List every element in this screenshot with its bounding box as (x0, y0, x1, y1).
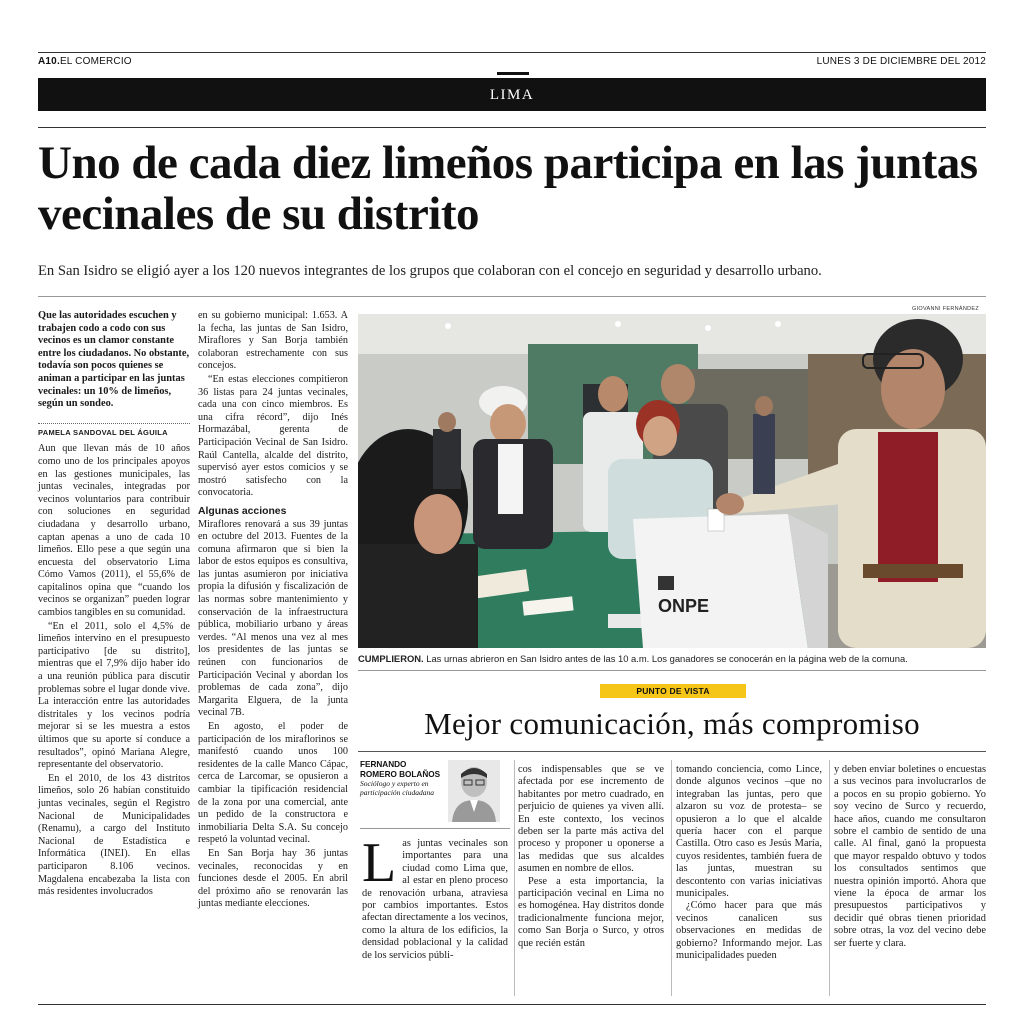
author-rule (360, 828, 510, 829)
page-folio (38, 56, 132, 67)
issue-date: LUNES 3 DE DICIEMBRE DEL 2012 (816, 56, 986, 67)
column-divider (514, 760, 515, 996)
opinion-title-rule (358, 751, 986, 752)
article-deck: En San Isidro se eligió ayer a los 120 nuevos integrantes de los grupos que colaboran con el concejo en seguridad y desarrollo urbano. (38, 263, 822, 279)
newspaper-name: EL COMERCIO (59, 56, 132, 67)
author-role: Sociólogo y experto en participación ciudadana (360, 779, 434, 797)
column-divider (829, 760, 830, 996)
opinion-title: Mejor comunicación, más compromiso (424, 706, 920, 741)
paragraph: En agosto, el poder de participación de los miraflorinos se manifestó cuando unos 100 residentes de la calle Manco Cápac, cerca de Larcomar, se opusieron a cambiar la tipificación residencial de la zona por una comercial, ante un pedido de la constructora e inmobiliaria Delta S.A. Su concejo respetó la voluntad vecinal. (198, 721, 348, 846)
paragraph: Las juntas vecinales son importantes para una ciudad como Lima que, al estar en pleno proceso de renovación urbana, atraviesa por cambios importantes. Estos afectan directamente a los vecinos, como la altura de los edificios, la densidad poblacional y la calidad de los servicios públi- (362, 832, 508, 961)
section-tab-mark (497, 72, 529, 75)
voting-scene-illustration (358, 314, 986, 648)
paragraph: y deben enviar boletines o encuestas a sus vecinos para involucrarlos de a pocos en su propio gobierno. Yo soy vecino de Surco y recuerdo, hace años, cuando me consultaron sobre el cambio de sentido de una calle. Al final, ganó la propuesta que mayor respaldo obtuvo y todos los consultados sentimos que nuestra opinión importó. Ahora que viene la época de armar los presupuestos participativos y decidir qué obras tienen prioridad sobre otras, la voz del vecino debe ser fuerte y clara. (834, 764, 986, 949)
paragraph: en su gobierno municipal: 1.653. A la fecha, las juntas de San Isidro, Miraflores y San Borja también colaboran estrechamente con sus concejos. (198, 310, 348, 372)
page-number: A10. (38, 56, 60, 67)
author-portrait (448, 760, 500, 822)
deck-rule (38, 296, 986, 297)
photo-credit: GIOVANNI FERNÁNDEZ (912, 306, 980, 312)
bottom-rule (38, 1004, 986, 1005)
paragraph: Pese a esta importancia, la participación vecinal en Lima no es homogénea. Hay distritos donde tradicionalmente funciona mejor, como San Borja o Surco, y otros que recién están (518, 875, 664, 949)
news-photo-voting (358, 314, 986, 648)
paragraph: Miraflores renovará a sus 39 juntas en octubre del 2013. Fuentes de la comuna afirmaron que si bien la labor de estos equipos es consultiva, las juntas asumieron por iniciativa propia la difusión y fiscalización de las normas sobre mantenimiento y conservación de la infraestructura pública, mobiliario urbano y áreas verdes. “Al menos una vez al mes los presidentes de las juntas se reúnen con funcionarios de Participación Vecinal y abordan los problemas de cada zona”, dijo Margarita Elguera, de la junta vecinal 7B. (198, 518, 348, 719)
article-subhead: Algunas acciones (198, 505, 287, 517)
column-divider (671, 760, 672, 996)
section-bar: LIMA (38, 78, 986, 111)
opinion-author (360, 760, 510, 797)
author-name: FERNANDO ROMERO BOLAÑOS (360, 760, 441, 779)
article-byline: PAMELA SANDOVAL DEL ÁGUILA (38, 423, 190, 440)
caption-tag: CUMPLIERON. (358, 653, 424, 664)
paragraph: En el 2010, de los 43 distritos limeños, solo 26 habían constituido juntas vecinales, según el Registro Nacional de Municipalidades (Renamu), a cargo del Instituto Nacional de Estadística e Informática (INEI). En ellas participaron 8.106 vecinos. Magdalena encabezaba la lista con más residentes involucrados (38, 772, 190, 898)
paragraph: ¿Cómo hacer para que más vecinos canalicen sus observaciones en medidas de gobierno? Informando mejor. Las municipalidades pueden (676, 900, 822, 962)
article-column-1 (38, 310, 190, 900)
opinion-column-4 (834, 764, 986, 950)
top-rule (38, 52, 986, 53)
article-lead: Que las autoridades escuchen y trabajen codo a codo con sus vecinos es un clamor constante entre los ciudadanos. No obstante, todavía son pocos quienes se animan a participar en las juntas vecinales: un 10% de limeños, según un sondeo. (38, 310, 190, 410)
drop-cap: L (362, 832, 397, 894)
article-column-2 (198, 310, 348, 912)
ballot-box-label: ONPE (658, 596, 710, 616)
paragraph: Aun que llevan más de 10 años como uno de los principales apoyos en las gestiones municipales, las juntas vecinales, integradas por vecinos voluntarios para contribuir con soluciones en seguridad ciudadana y desarrollo urbano, captan apenas a uno de cada 10 limeños. Ello pese a que según una encuesta del observatorio Lima Cómo Vamos (2011), el 55,6% de capitalinos opina que “cuando los vecinos se organizan” pueden lograr cambios tangibles en su comunidad. (38, 443, 190, 619)
photo-caption (358, 653, 986, 664)
opinion-column-2 (518, 764, 664, 950)
paragraph: tomando conciencia, como Lince, donde algunos vecinos –que no integraban las juntas, pero que alzaron su voz de protesta– se opusieron a lo que el alcalde quería hacer con el parque Castilla. Otro caso es Jesús María, cuyos residentes, también fuera de las juntas, muestran su descontento con varias iniciativas municipales. (676, 764, 822, 900)
header-rule (38, 127, 986, 128)
paragraph: cos indispensables que se ve afectada por ese incremento de habitantes por metro cuadrado, en perjuicio de quienes ya viven allí. En este contexto, los vecinos deben ser la parte más activa del proceso y proponer u oponerse a las medidas que sus alcaldes asumen en nombre de ellos. (518, 764, 664, 875)
paragraph: “En estas elecciones compitieron 36 listas para 24 juntas vecinales, cada una con cinco miembros. Es una cifra récord”, dijo Inés Hormazábal, gerenta de Participación Vecinal de San Isidro. Raúl Cantella, alcalde del distrito, supervisó ayer estos comicios y se mostró satisfecho con la convocatoria. (198, 373, 348, 499)
paragraph: En San Borja hay 36 juntas vecinales, reconocidas y en funciones desde el 2005. En abril del próximo año se renovarán las juntas mediante elecciones. (198, 847, 348, 910)
opinion-column-1 (362, 832, 508, 962)
paragraph: “En el 2011, solo el 4,5% de limeños intervino en el presupuesto participativo [de su distrito], mientras que el 7,9% dijo haber ido a una reunión pública para discutir problemas sobre el lugar donde vive. La interacción entre las autoridades distritales y los vecinos podría mejorar si se les muestra a estos últimos que su aporte sí conduce a resultados”, opinó Mariana Alegre, representante del observatorio. (38, 620, 190, 771)
caption-rule (358, 670, 986, 671)
punto-de-vista-tag: PUNTO DE VISTA (600, 684, 746, 698)
article-headline: Uno de cada diez limeños participa en las juntas vecinales de su distrito (38, 137, 978, 240)
caption-text: Las urnas abrieron en San Isidro antes de las 10 a.m. Los ganadores se conocerán en la página web de la comuna. (423, 653, 908, 664)
opinion-column-3 (676, 764, 822, 963)
